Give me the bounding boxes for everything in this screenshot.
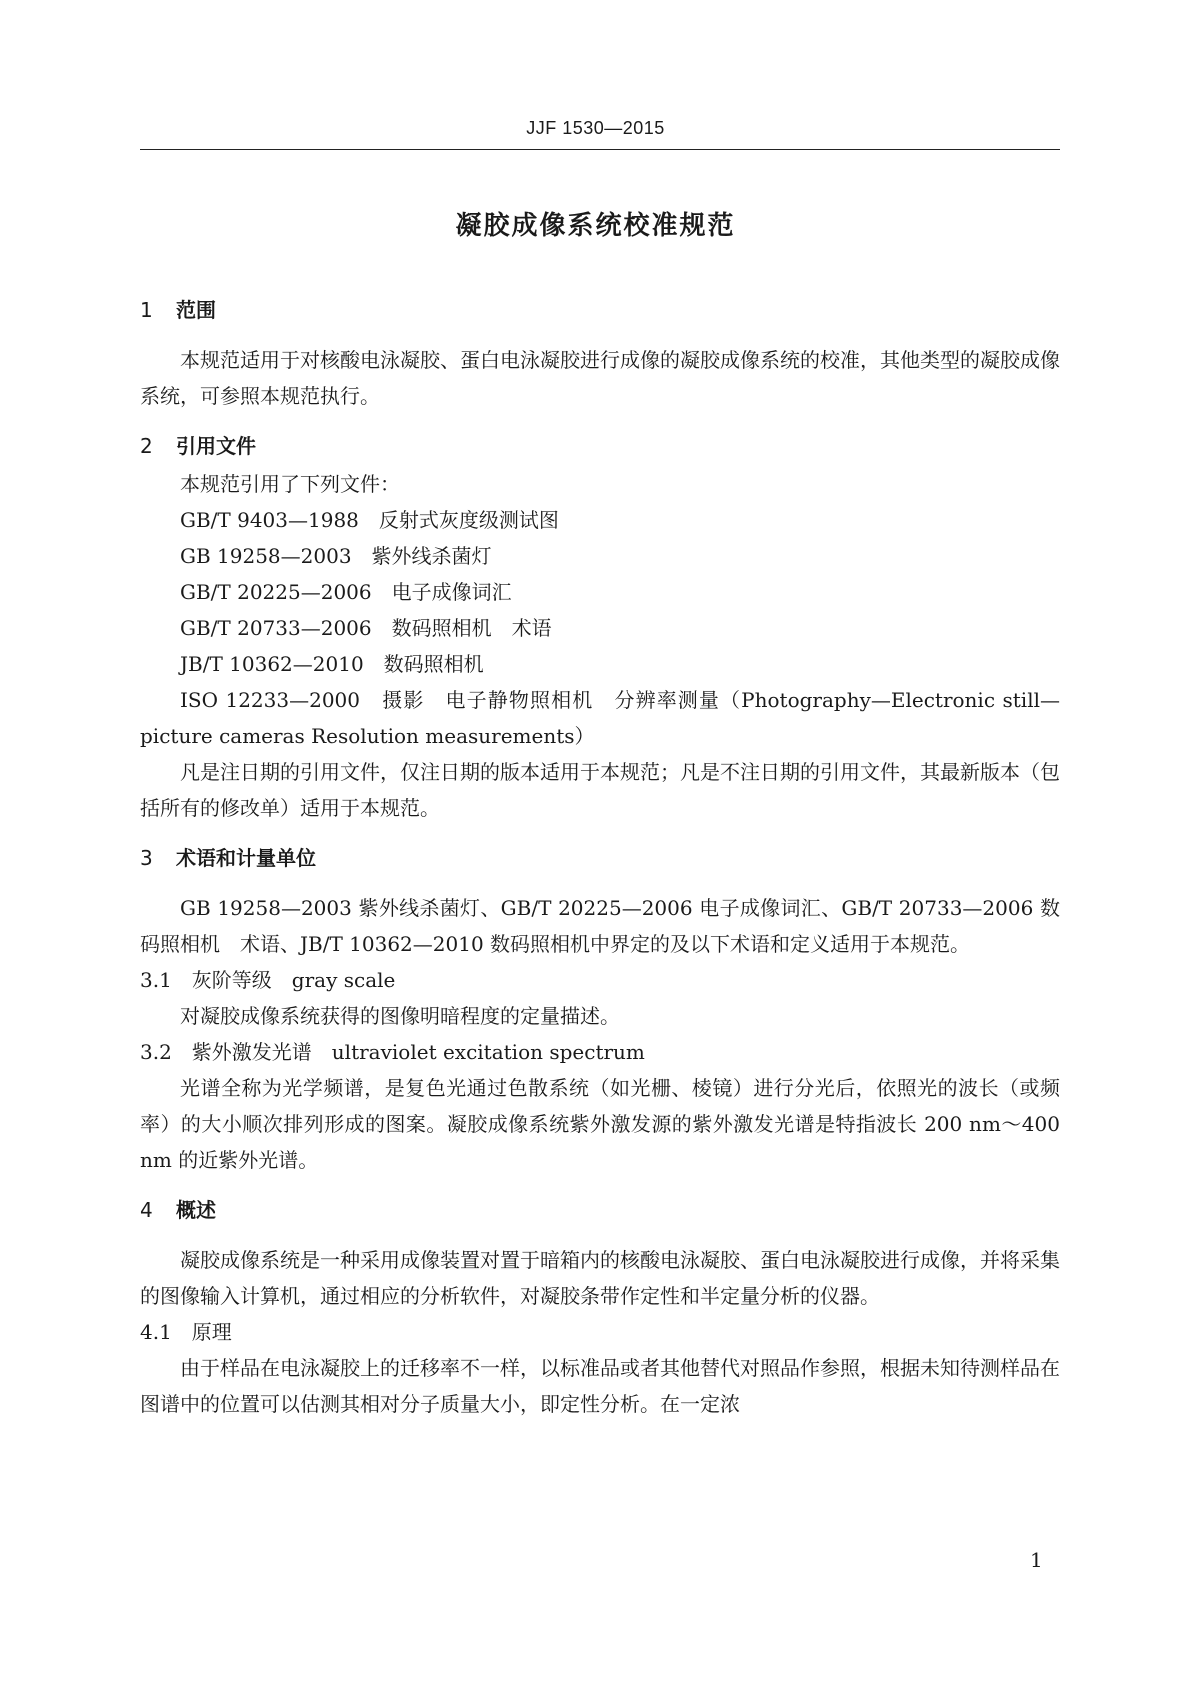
- reference-item: GB/T 9403—1988 反射式灰度级测试图: [180, 508, 559, 532]
- section-title: 概述: [176, 1198, 216, 1222]
- subsection-4-1-heading: 4.1 原理: [140, 1320, 232, 1344]
- term-3-1-heading: 3.1 灰阶等级 gray scale: [140, 968, 396, 992]
- term-3-2-definition: 光谱全称为光学频谱，是复色光通过色散系统（如光栅、棱镜）进行分光后，依照光的波长（或频率）的大小顺次排列形成的图案。凝胶成像系统紫外激发源的紫外激发光谱是特指波长 200 nm～400 nm 的近紫外光谱。: [140, 1076, 1060, 1172]
- section-title: 范围: [176, 298, 216, 322]
- reference-item: GB/T 20225—2006 电子成像词汇: [180, 580, 512, 604]
- reference-item: GB/T 20733—2006 数码照相机 术语: [180, 616, 552, 640]
- section-1-heading: [140, 290, 1060, 330]
- section-3-paragraph: GB 19258—2003 紫外线杀菌灯、GB/T 20225—2006 电子成像词汇、GB/T 20733—2006 数码照相机 术语、JB/T 10362—2010 数码照相机中界定的及以下术语和定义适用于本规范。: [140, 896, 1060, 956]
- section-title: 术语和计量单位: [176, 846, 316, 870]
- standard-code: JJF 1530—2015: [526, 118, 665, 138]
- header-rule: [140, 149, 1060, 150]
- reference-item: GB 19258—2003 紫外线杀菌灯: [180, 544, 492, 568]
- document-body: [140, 290, 1060, 1422]
- section-number: 2: [140, 434, 153, 458]
- reference-item-iso: ISO 12233—2000 摄影 电子静物照相机 分辨率测量（Photography—Electronic still—picture cameras Resolution measurements）: [140, 688, 1060, 748]
- section-2-heading: [140, 426, 1060, 466]
- section-3-heading: [140, 838, 1060, 878]
- section-number: 4: [140, 1198, 153, 1222]
- section-number: 3: [140, 846, 153, 870]
- page-number: 1: [1030, 1548, 1043, 1572]
- section-4-heading: [140, 1190, 1060, 1230]
- term-3-1-definition: 对凝胶成像系统获得的图像明暗程度的定量描述。: [180, 1004, 620, 1028]
- subsection-4-1-paragraph: 由于样品在电泳凝胶上的迁移率不一样，以标准品或者其他替代对照品作参照，根据未知待测样品在图谱中的位置可以估测其相对分子质量大小，即定性分析。在一定浓: [140, 1356, 1060, 1416]
- section-number: 1: [140, 298, 153, 322]
- section-1-paragraph: 本规范适用于对核酸电泳凝胶、蛋白电泳凝胶进行成像的凝胶成像系统的校准，其他类型的凝胶成像系统，可参照本规范执行。: [140, 348, 1060, 408]
- references-intro: 本规范引用了下列文件：: [180, 472, 400, 496]
- section-4-paragraph: 凝胶成像系统是一种采用成像装置对置于暗箱内的核酸电泳凝胶、蛋白电泳凝胶进行成像，并将采集的图像输入计算机，通过相应的分析软件，对凝胶条带作定性和半定量分析的仪器。: [140, 1248, 1060, 1308]
- reference-item: JB/T 10362—2010 数码照相机: [180, 652, 484, 676]
- document-title: 凝胶成像系统校准规范: [455, 211, 736, 241]
- term-3-2-heading: 3.2 紫外激发光谱 ultraviolet excitation spectrum: [140, 1040, 645, 1064]
- section-title: 引用文件: [176, 434, 256, 458]
- references-note: 凡是注日期的引用文件，仅注日期的版本适用于本规范；凡是不注日期的引用文件，其最新版本（包括所有的修改单）适用于本规范。: [140, 760, 1060, 820]
